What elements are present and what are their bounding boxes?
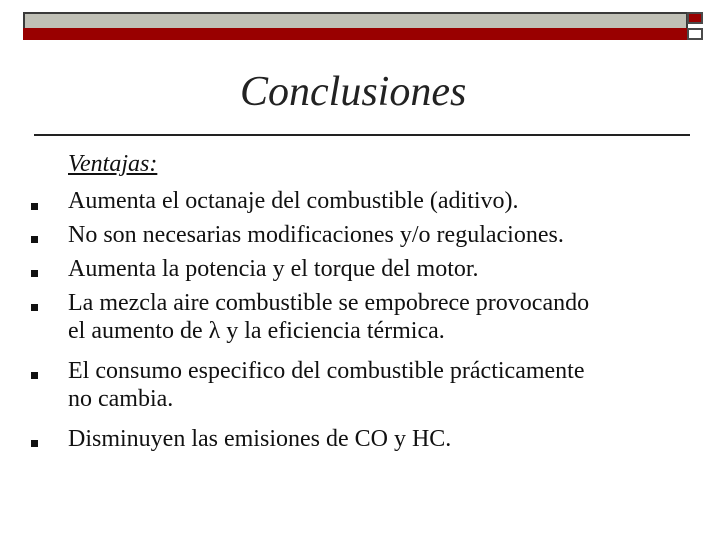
bullet-marker [31,236,38,243]
bullet-text-continuation: no cambia. [68,386,174,412]
bullet-text: Disminuyen las emisiones de CO y HC. [68,426,452,452]
slide-title: Conclusiones [240,69,467,115]
bullet-marker [31,203,38,210]
bullet-text: El consumo especifico del combustible prácticamente [68,358,585,384]
bullet-text-continuation: el aumento de λ y la eficiencia térmica. [68,318,445,344]
bullet-marker [31,270,38,277]
bullet-text: Aumenta la potencia y el torque del motor. [68,256,479,282]
intro-label: Ventajas: [68,151,158,177]
bullet-text: No son necesarias modificaciones y/o regulaciones. [68,222,564,248]
bullet-text: La mezcla aire combustible se empobrece provocando [68,290,590,316]
bullet-marker [31,304,38,311]
bullet-marker [31,440,38,447]
bullet-text: Aumenta el octanaje del combustible (aditivo). [68,188,519,214]
bullet-marker [31,372,38,379]
